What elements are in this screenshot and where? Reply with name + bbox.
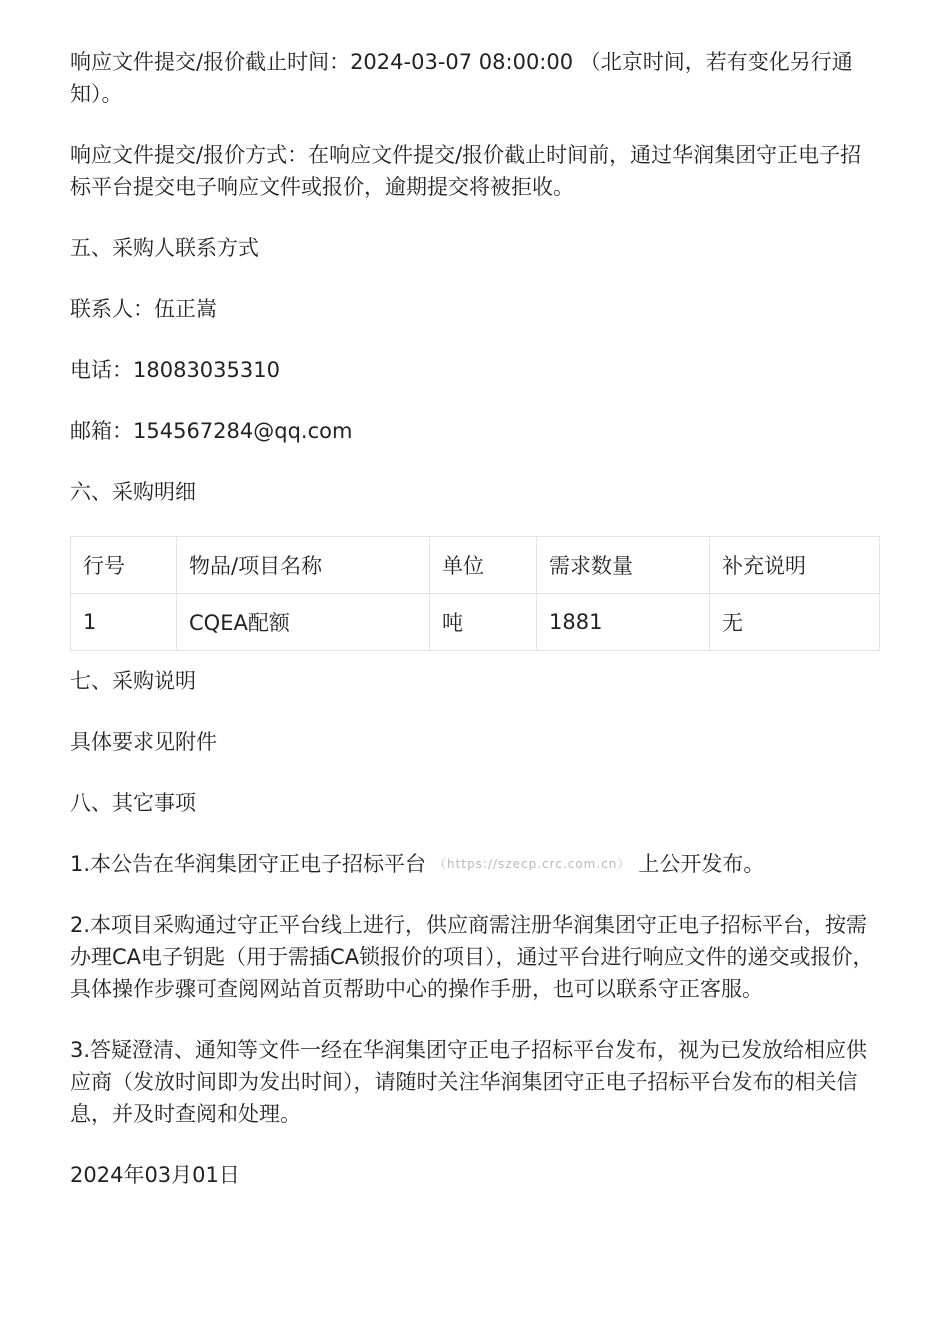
other-item-1: [70, 848, 880, 880]
section-heading-other: 八、其它事项: [70, 791, 196, 815]
procurement-details-table: [70, 536, 880, 651]
instructions-text: 具体要求见附件: [70, 730, 217, 754]
submission-method-text: 响应文件提交/报价方式：在响应文件提交/报价截止时间前，通过华润集团守正电子招标平台提交电子响应文件或报价，逾期提交将被拒收。: [70, 143, 862, 199]
table-cell: CQEA配额: [177, 594, 430, 651]
table-cell: 1: [71, 594, 177, 651]
platform-url-link[interactable]: （https://szecp.crc.com.cn）: [434, 857, 631, 871]
other-item-2: 2.本项目采购通过守正平台线上进行，供应商需注册华润集团守正电子招标平台，按需办理CA电子钥匙（用于需插CA锁报价的项目），通过平台进行响应文件的递交或报价，具体操作步骤可查阅网站首页帮助中心的操作手册，也可以联系守正客服。: [70, 913, 874, 1001]
table-row: [71, 594, 880, 651]
table-header-cell: 物品/项目名称: [177, 537, 430, 594]
section-heading-details: 六、采购明细: [70, 480, 196, 504]
other-item-1-suffix: 上公开发布。: [638, 852, 765, 876]
table-header-cell: 单位: [430, 537, 537, 594]
section-heading-contact: 五、采购人联系方式: [70, 236, 259, 260]
announcement-body: [70, 46, 880, 1191]
contact-email: 邮箱：154567284@qq.com: [70, 419, 353, 443]
table-header-cell: 补充说明: [710, 537, 880, 594]
table-cell: 1881: [537, 594, 710, 651]
contact-phone: 电话：18083035310: [70, 358, 280, 382]
contact-person: 联系人：伍正嵩: [70, 297, 217, 321]
table-cell: 无: [710, 594, 880, 651]
table-cell: 吨: [430, 594, 537, 651]
other-item-1-prefix: 1.本公告在华润集团守正电子招标平台: [70, 852, 427, 876]
section-heading-instructions: 七、采购说明: [70, 669, 196, 693]
deadline-text: 响应文件提交/报价截止时间：2024-03-07 08:00:00 （北京时间，若有变化另行通知）。: [70, 50, 853, 106]
other-item-3: 3.答疑澄清、通知等文件一经在华润集团守正电子招标平台发布，视为已发放给相应供应商（发放时间即为发出时间），请随时关注华润集团守正电子招标平台发布的相关信息，并及时查阅和处理。: [70, 1038, 868, 1126]
table-header-row: [71, 537, 880, 594]
announcement-date: 2024年03月01日: [70, 1163, 240, 1187]
table-header-cell: 需求数量: [537, 537, 710, 594]
table-header-cell: 行号: [71, 537, 177, 594]
